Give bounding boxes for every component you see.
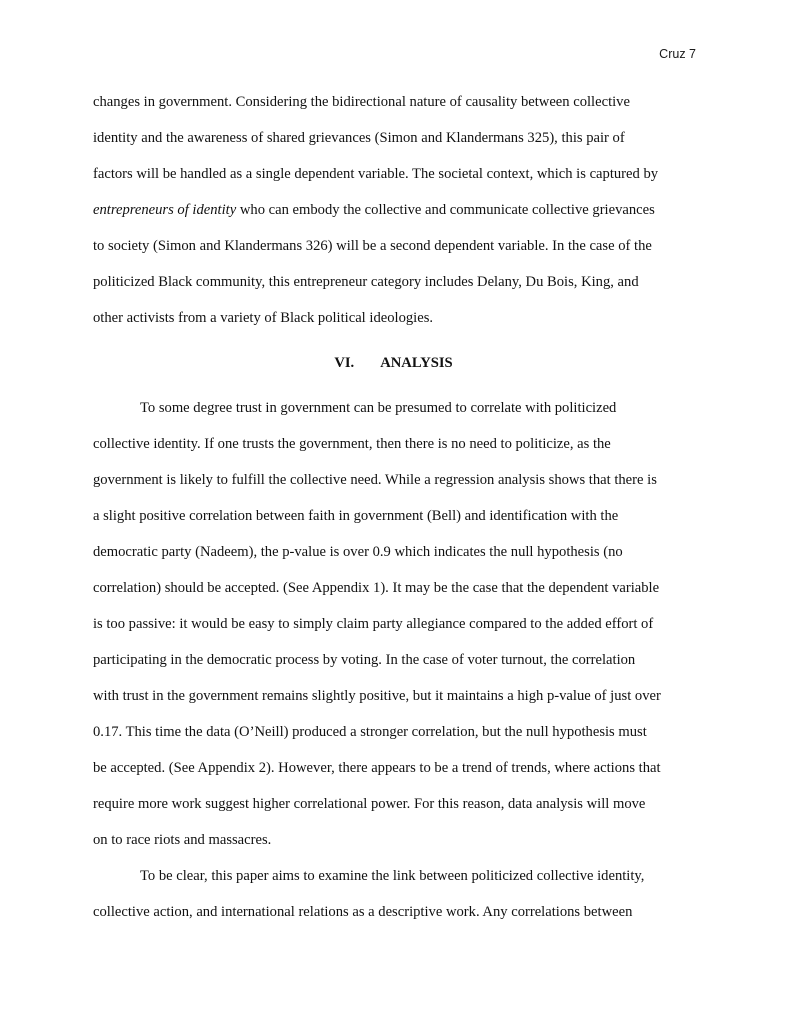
section-title: ANALYSIS (380, 355, 453, 371)
text-line: be accepted. (See Appendix 2). However, there appears to be a trend of trends, where actions that (93, 760, 661, 776)
text-line: To be clear, this paper aims to examine the link between politicized collective identity, (140, 868, 645, 884)
text-line: changes in government. Considering the bidirectional nature of causality between collective (93, 94, 630, 110)
text-line: To some degree trust in government can be presumed to correlate with politicized (140, 400, 617, 416)
text-span: who can embody the collective and communicate collective grievances (236, 202, 655, 218)
text-line: democratic party (Nadeem), the p-value is over 0.9 which indicates the null hypothesis (no (93, 544, 623, 560)
text-line: 0.17. This time the data (O’Neill) produced a stronger correlation, but the null hypothesis must (93, 724, 647, 740)
section-heading (0, 353, 791, 373)
text-line: with trust in the government remains slightly positive, but it maintains a high p-value of just over (93, 688, 661, 704)
text-line: collective identity. If one trusts the government, then there is no need to politicize, as the (93, 436, 611, 452)
section-number: VI. (334, 355, 355, 371)
text-line: is too passive: it would be easy to simply claim party allegiance compared to the added effort of (93, 616, 654, 632)
text-line: government is likely to fulfill the collective need. While a regression analysis shows that there is (93, 472, 657, 488)
italic-term: entrepreneurs of identity (93, 202, 237, 218)
text-line: correlation) should be accepted. (See Appendix 1). It may be the case that the dependent variable (93, 580, 660, 596)
text-line: on to race riots and massacres. (93, 832, 272, 848)
text-line: identity and the awareness of shared grievances (Simon and Klandermans 325), this pair of (93, 130, 625, 146)
text-line (93, 200, 655, 220)
page-header: Cruz 7 (659, 47, 696, 61)
text-line: other activists from a variety of Black political ideologies. (93, 310, 434, 326)
text-line: collective action, and international relations as a descriptive work. Any correlations between (93, 904, 633, 920)
text-line: politicized Black community, this entrepreneur category includes Delany, Du Bois, King, and (93, 274, 639, 290)
text-line: factors will be handled as a single dependent variable. The societal context, which is captured by (93, 166, 659, 182)
text-line: participating in the democratic process by voting. In the case of voter turnout, the correlation (93, 652, 636, 668)
text-line: a slight positive correlation between faith in government (Bell) and identification with the (93, 508, 619, 524)
text-line: to society (Simon and Klandermans 326) will be a second dependent variable. In the case of the (93, 238, 652, 254)
text-line: require more work suggest higher correlational power. For this reason, data analysis will move (93, 796, 646, 812)
